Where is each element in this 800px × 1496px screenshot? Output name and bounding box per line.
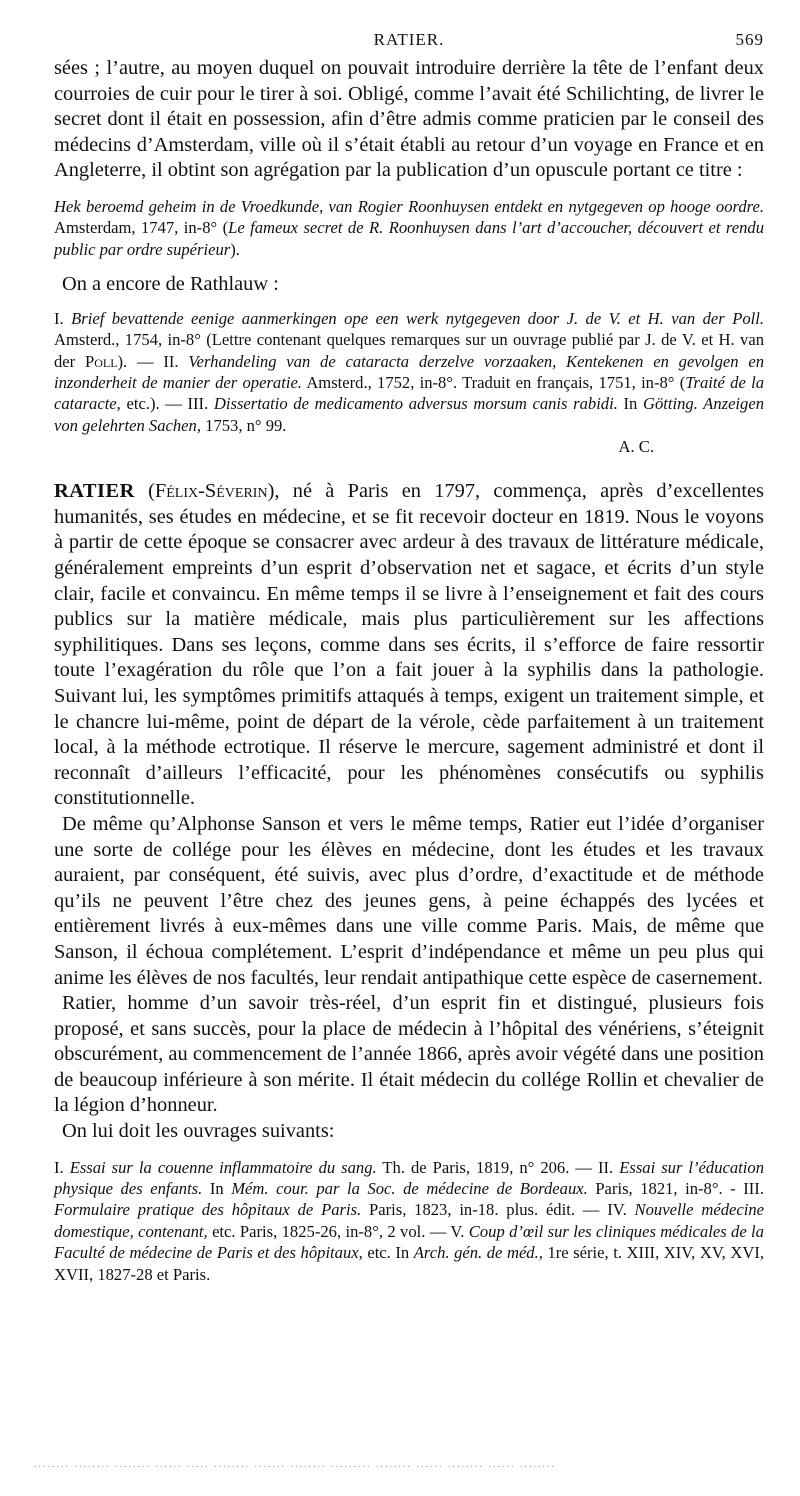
work-1-details: Th. de Paris, 1819, n° 206. — II. [376,1157,620,1177]
ref-end: ). [230,239,240,259]
running-head [54,30,764,56]
reference-list-rathlauw [54,308,764,436]
paragraph-sanson: De même qu’Alphonse Sanson et vers le même temps, Ratier eut l’idée d’organiser une sorte de collége pour les élèves en médecine, dont les études et les travaux auraient, par conséquent, été suivis, avec plus d’ordre, d’exactitude et de méthode qu’ils ne peuvent l’être chez des jeunes gens, à peine échappés des lycées et entièrement livrés à eux-mêmes dans une ville comme Paris. Mais, de même que Sanson, il échoua complétement. L’esprit d’indépendance et même un peu plus qui anime les élèves de nos facultés, leur rendait antipathique cette espèce de casernement. [54,812,764,989]
ref-2-title: Verhandeling van de cataracta derzelve vorzaaken, Kentekenen en gevolgen en inzonderheit de manier der operatie. [54,351,764,392]
ref-num-2: ). — II. [117,351,189,371]
work-2-title: Essai sur l’éducation physique des enfants. [54,1157,764,1199]
paragraph-continuation: sées ; l’autre, au moyen duquel on pouvait introduire derrière la tête de l’enfant deux courroies de cuir pour le tirer à soi. Obligé, comme l’avait été Schilichting, de livrer le secret dont il était en possession, afin d’être admis comme praticien par le conseil des médecins d’Amsterdam, ville où il s’était établi au retour d’un voyage en France et en Angleterre, il obtint son agrégation par la publication d’un opuscule portant ce titre : [54,57,764,182]
work-5-details: 1re série, t. XIII, XIV, XV, XVI, XVII, 1827-28 et Paris. [54,1243,764,1284]
paragraph-ouvrages: On lui doit les ouvrages suivants: [62,1120,335,1143]
ref-3-journal: Götting. Anzeigen von gelehrten Sachen, [54,394,765,435]
entry-headword: RATIER [54,480,135,503]
signature-line [54,436,764,457]
paragraph-rathlauw-intro: On a encore de Rathlauw : [62,273,279,296]
ref-2-translation: Traité de la cataracte [54,373,764,414]
entry-text: ), né à Paris en 1797, commença, après d’excellentes humanités, ses études en médecine, et se fit recevoir docteur en 1819. Nous le voyons à partir de cette époque se consacrer avec ardeur à des travaux de littérature médicale, généralement empreints d’un esprit d’observation net et sagace, et écrits d’un style clair, facile et convaincu. En même temps il se livre à l’enseignement et fait des cours publics sur la matière médicale, mais plus particulièrement sur les affections syphilitiques. Dans ses leçons, comme dans ses écrits, il s’efforce de faire ressortir toute l’exagération du rôle que l’on a fait jouer à la syphilis dans la pathologie. Suivant lui, les symptômes primitifs attaqués à temps, exigent un traitement simple, et le chancre lui-même, point de départ de la vérole, cède parfaitement à un traitement local, à la méthode ectrotique. Il réserve le mercure, sagement administré et dont il reconnaît d’ailleurs l’efficacité, pour les phénomènes consécutifs ou syphilis constitutionnelle. [54,480,764,810]
reference-roonhuysen [54,196,764,260]
work-5-in: etc. In [362,1243,414,1263]
ref-3-in: In [617,394,643,414]
work-1-title: Essai sur la couenne inflammatoire du sang. [69,1157,377,1177]
ref-2-details: Amsterd., 1752, in-8°. Traduit en français, 1751, in-8° ( [301,373,686,392]
ref-num-3: , etc.). — III. [116,394,214,414]
ref-3-end: 1753, n° 99. [201,415,287,435]
author-signature: A. C. [618,437,654,457]
work-2-details: Paris, 1821, in-8°. - III. [587,1179,764,1199]
running-title: RATIER. [373,30,445,49]
work-4-title: Nouvelle médecine domestique, contenant, [54,1200,764,1241]
ref-num-1: I. [54,308,72,328]
entry-paren: ( [134,480,155,503]
ref-title-french: Le fameux secret de R. Roonhuysen dans l’art d’accoucher, découvert et rendu public par ordre supérieur [54,218,764,259]
ref-title-dutch: Hek beroemd geheim in de Vroedkunde, van Rogier Roonhuysen entdekt en nytgegeven op hooge oordre. [54,196,764,216]
footer-dotted-line: ........ ........ ........ ...... ..... ........ ....... ........ ......... ........ ...... ........ ...... ........ [34,1459,556,1470]
work-4-details: etc. Paris, 1825-26, in-8°, 2 vol. — V. [207,1221,469,1241]
ref-1-author: Poll [84,351,118,371]
work-2-in: In [202,1179,232,1199]
ref-3-title: Dissertatio de medicamento adversus morsum canis rabidi. [213,394,618,414]
ref-place: Amsterdam, 1747, in-8° ( [54,218,229,238]
reference-list-ratier [54,1157,764,1285]
entry-given-names: Félix-Séverin [154,480,268,503]
work-5-journal: Arch. gén. de méd., [413,1243,543,1263]
ref-1-title: Brief bevattende eenige aanmerkingen ope een werk nytgegeven door J. de V. et H. van der Poll. [71,308,765,328]
work-2-journal: Mém. cour. par la Soc. de médecine de Bordeaux. [231,1179,588,1199]
ref-1-details: Amsterd., 1754, in-8° (Lettre contenant quelques remarques sur un ouvrage publié par J. de V. et H. van der [54,330,764,371]
work-num-1: I. [54,1157,70,1177]
work-5-title: Coup d’œil sur les cliniques médicales de la Faculté de médecine de Paris et des hôpitaux, [54,1221,764,1263]
paragraph-savoir: Ratier, homme d’un savoir très-réel, d’un esprit fin et distingué, plusieurs fois proposé, et sans succès, pour la place de médecin à l’hôpital des vénériens, s’éteignit obscurément, au commencement de l’année 1866, après avoir végété dans une position de beaucoup inférieure à son mérite. Il était médecin du collége Rollin et chevalier de la légion d’honneur. [54,992,764,1117]
work-3-title: Formulaire pratique des hôpitaux de Paris. [54,1200,362,1220]
work-3-details: Paris, 1823, in-18. plus. édit. — IV. [361,1200,635,1220]
page-number: 569 [735,30,764,49]
entry-ratier [54,479,764,812]
